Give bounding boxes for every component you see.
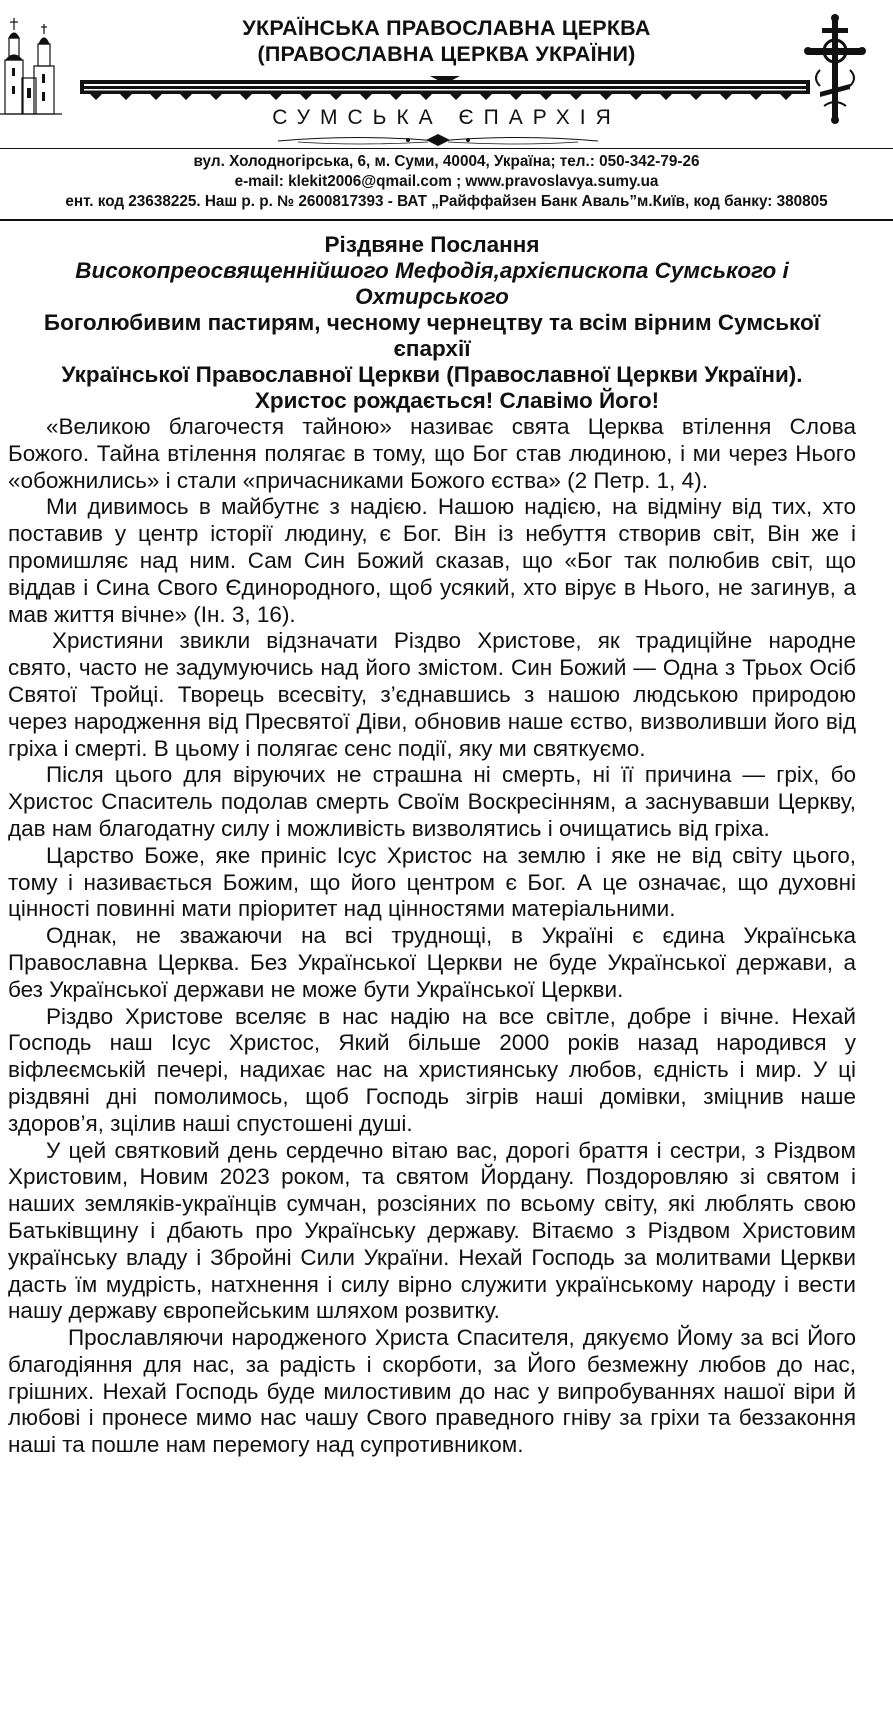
- address-line-2: єпархії: [393, 336, 471, 361]
- paragraph-9: Прославляючи народженого Христа Спасителя, дякуємо Йому за всі Його благодіяння для нас, за радість і скорботи, за Його безмежну любов до нас, грішних. Нехай Господь буде милостивим до нас у випробуваннях нашої віри й любові і пронесе мимо нас чашу Свого праведного гніву за гріхи та беззаконня наші та пошле нам перемогу над супротивником.: [8, 1325, 856, 1458]
- paragraph-1: «Великою благочестя тайною» називає свята Церква втілення Слова Божого. Тайна втілення полягає в тому, що Бог став людиною, і ми через Нього «обожнились» і стали «причасниками Божого єства» (2 Петр. 1, 4).: [8, 414, 856, 493]
- letterhead-bottom-rule: [0, 219, 893, 221]
- bank-details: ент. код 23638225. Наш р. р. № 2600817393 - ВАТ „Райффайзен Банк Аваль”м.Київ, код банку: 380805: [65, 193, 828, 210]
- greeting: Христос рождається! Славімо Його!: [254, 388, 660, 413]
- paragraph-5: Царство Боже, яке приніс Ісус Христос на землю і яке не від світу цього, тому і називається Божим, що його центром є Бог. А це означає, що духовні цінності повинні мати пріоритет над цінностями матеріальними.: [8, 842, 856, 922]
- address-line-1: Боголюбивим пастирям, чесному чернецтву та всім вірним Сумської: [43, 310, 821, 335]
- paragraph-8: У цей святковий день сердечно вітаю вас, дорогі браття і сестри, з Різдвом Христовим, Новим 2023 роком, та святом Йордану. Поздоровляю зі святом і наших земляків-українців сумчан, розсіяних по всьому світу, які люблять свою Батьківщину і дбають про Українську державу. Вітаємо з Різдвом Христовим українську владу і Збройні Сили України. Нехай Господь за молитвами Церкви дасть їм мудрість, натхнення і силу вірно служити українському народу і вести нашу державу європейським шляхом розвитку.: [8, 1137, 856, 1324]
- letterhead: [0, 0, 893, 222]
- author-line-2: Охтирського: [355, 284, 509, 309]
- author-line-1: Високопреосвященнійшого Мефодія,архієпископа Сумського і: [75, 258, 789, 283]
- ornament-band: [80, 76, 810, 104]
- paragraph-2: Ми дивимось в майбутнє з надією. Нашою надією, на відміну від тих, хто поставив у центр історії людину, є Бог. Він із небуття створив світ, Він же і промишляє над ним. Сам Син Божий сказав, що «Бог так полюбив світ, що віддав і Сина Свого Єдинородного, щоб усякий, хто вірує в Нього, не загинув, а мав життя вічне» (Ін. 3, 16).: [8, 494, 856, 627]
- eparchy-name: СУМСЬКА ЄПАРХІЯ: [272, 106, 621, 129]
- paragraph-3: Християни звикли відзначати Різдво Христове, як традиційне народне свято, часто не задумуючись над його змістом. Син Божий — Одна з Трьох Осіб Святої Тройці. Творець всесвіту, з’єднавшись з нашою людською природою через народження від Пресвятої Діви, обновив наше єство, визволивши його від гріха і смерті. В цьому і полягає сенс події, яку ми святкуємо.: [8, 628, 856, 761]
- postal-address: вул. Холодногірська, 6, м. Суми, 40004, Україна; тел.: 050-342-79-26: [193, 153, 700, 170]
- header-divider: [0, 148, 893, 149]
- church-name-line1: УКРАЇНСЬКА ПРАВОСЛАВНА ЦЕРКВА: [242, 16, 651, 40]
- paragraph-6: Однак, не зважаючи на всі труднощі, в Україні є єдина Українська Православна Церква. Без Української Церкви не буде Української держави, а без Української держави не може бути Української Церкви.: [8, 923, 856, 1002]
- church-name-line2: (ПРАВОСЛАВНА ЦЕРКВА УКРАЇНИ): [257, 42, 636, 66]
- ornament-divider: [278, 132, 598, 148]
- address-line-3: Української Православної Церкви (Православної Церкви України).: [61, 362, 803, 387]
- message-title: Різдвяне Послання: [324, 232, 540, 257]
- paragraph-7: Різдво Христове вселяє в нас надію на все світле, добре і вічне. Нехай Господь наш Ісус Христос, Який більше 2000 років назад народився у віфлеємській печері, надихає нас на християнську любов, єдність і мир. У ці різдвяні дні помолимось, щоб Господь зігрів наші домівки, зміцнив наше здоров’я, зцілив наші спустошені душі.: [8, 1003, 856, 1136]
- email-web: e-mail: klekit2006@qmail.com ; www.pravoslavya.sumy.ua: [234, 173, 659, 190]
- orthodox-cross-icon: [800, 14, 870, 124]
- paragraph-4: Після цього для віруючих не страшна ні смерть, ні її причина — гріх, бо Христос Спаситель подолав смерть Своїм Воскресінням, а заснувавши Церкву, дав нам благодатну силу і можливість визволятись і очищатись від гріха.: [8, 762, 856, 841]
- christmas-message: [8, 232, 856, 1459]
